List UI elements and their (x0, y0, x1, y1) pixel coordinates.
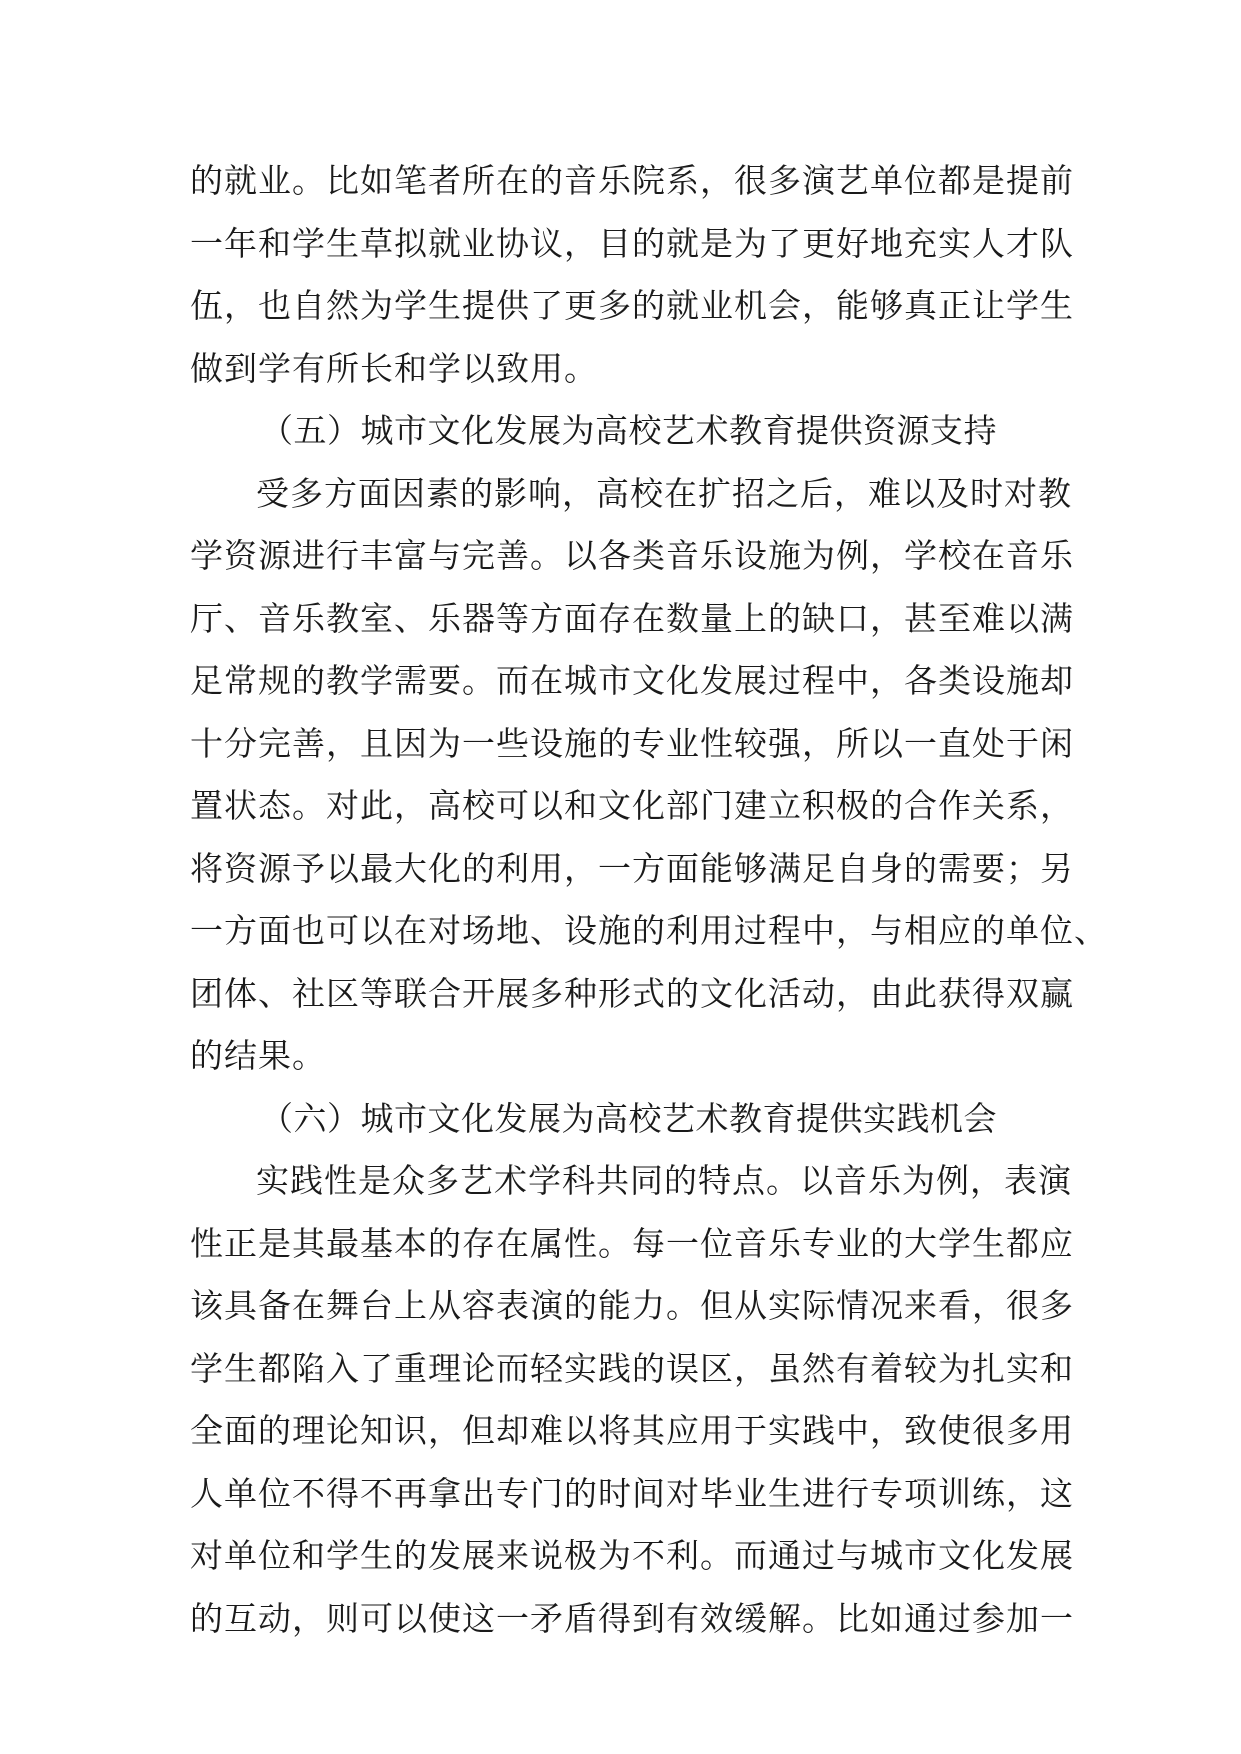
text-line: 十分完善，且因为一些设施的专业性较强，所以一直处于闲 (190, 723, 1074, 763)
text-line: 置状态。对此，高校可以和文化部门建立积极的合作关系， (190, 786, 1074, 825)
text-line: 人单位不得不再拿出专门的时间对毕业生进行专项训练，这 (190, 1473, 1074, 1513)
text-line: 学生都陷入了重理论而轻实践的误区，虽然有着较为扎实和 (190, 1348, 1074, 1388)
text-line: 做到学有所长和学以致用。 (190, 348, 598, 388)
text-line: 对单位和学生的发展来说极为不利。而通过与城市文化发展 (190, 1536, 1074, 1575)
text-line: 一方面也可以在对场地、设施的利用过程中，与相应的单位、 (190, 911, 1108, 950)
text-line: 受多方面因素的影响，高校在扩招之后，难以及时对教 (256, 473, 1072, 513)
text-line: 的结果。 (190, 1036, 326, 1075)
text-line: 足常规的教学需要。而在城市文化发展过程中，各类设施却 (190, 661, 1074, 700)
text-line: 的就业。比如笔者所在的音乐院系，很多演艺单位都是提前 (190, 161, 1074, 200)
text-line: 伍，也自然为学生提供了更多的就业机会，能够真正让学生 (190, 286, 1074, 325)
text-line: 团体、社区等联合开展多种形式的文化活动，由此获得双赢 (190, 973, 1074, 1013)
section-heading-5: （五）城市文化发展为高校艺术教育提供资源支持 (260, 411, 997, 450)
text-line: 一年和学生草拟就业协议，目的就是为了更好地充实人才队 (190, 223, 1074, 263)
text-line: 全面的理论知识，但却难以将其应用于实践中，致使很多用 (190, 1411, 1074, 1450)
text-line: 的互动，则可以使这一矛盾得到有效缓解。比如通过参加一 (190, 1598, 1074, 1638)
text-line: 厅、音乐教室、乐器等方面存在数量上的缺口，甚至难以满 (190, 598, 1074, 638)
text-line: 将资源予以最大化的利用，一方面能够满足自身的需要；另 (190, 848, 1074, 888)
text-line: 实践性是众多艺术学科共同的特点。以音乐为例，表演 (256, 1161, 1072, 1200)
text-line: 学资源进行丰富与完善。以各类音乐设施为例，学校在音乐 (190, 536, 1074, 575)
body-text (190, 150, 1108, 1650)
section-heading-6: （六）城市文化发展为高校艺术教育提供实践机会 (260, 1098, 997, 1138)
text-line: 性正是其最基本的存在属性。每一位音乐专业的大学生都应 (190, 1223, 1074, 1263)
text-line: 该具备在舞台上从容表演的能力。但从实际情况来看，很多 (190, 1286, 1074, 1325)
